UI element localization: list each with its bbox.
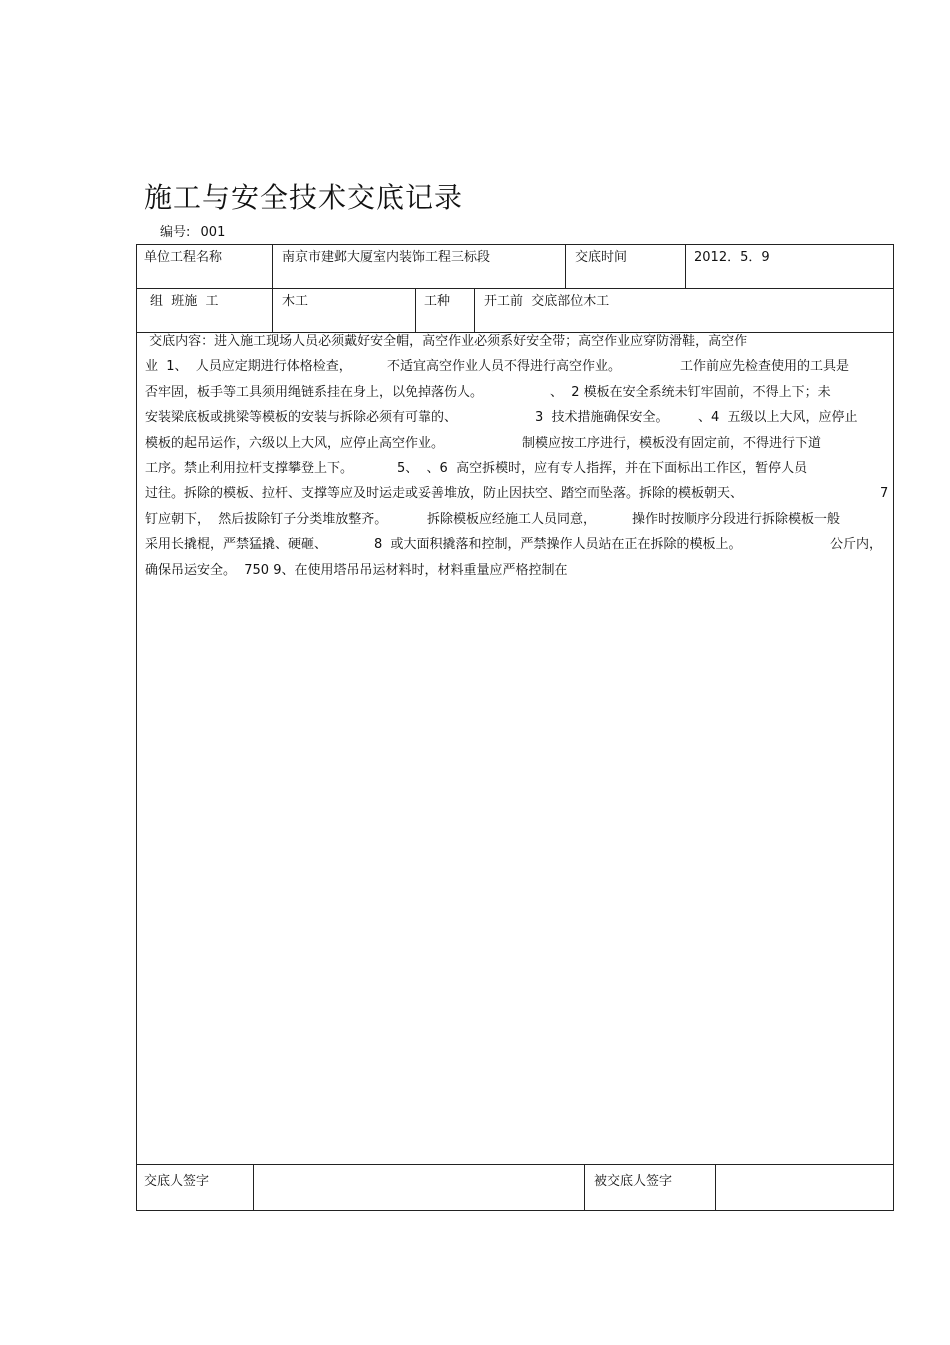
handover-part-value: 开工前 交底部位木工 — [484, 294, 610, 309]
handover-signature-field[interactable] — [254, 1165, 583, 1210]
content-segment: 否牢固，板手等工具须用绳链系挂在身上，以免掉落伤人。 — [145, 384, 484, 400]
content-line — [145, 459, 887, 484]
project-name-label: 单位工程名称 — [144, 250, 223, 265]
column-divider — [415, 288, 416, 332]
content-segment: 采用长撬棍，严禁猛撬、硬砸、 — [145, 537, 328, 553]
content-line — [145, 561, 887, 586]
content-segment: 拆除模板应经施工人员同意， — [427, 511, 597, 527]
content-line — [145, 408, 887, 433]
content-line — [145, 434, 887, 459]
content-segment: 交底内容：进入施工现场人员必须戴好安全帽，高空作业必须系好安全带；高空作业应穿防滑鞋，高空作 — [145, 334, 748, 349]
content-segment: 业 1、 人员应定期进行体格检查， — [145, 359, 352, 375]
content-segment: 、 2 模板在安全系统未钉牢固前，不得上下；未 — [550, 384, 831, 400]
content-segment: 7 — [880, 486, 889, 502]
content-segment: 工序。禁止利用拉杆支撑攀登上下。 — [145, 460, 354, 476]
project-name-value: 南京市建邺大厦室内装饰工程三标段 — [282, 250, 491, 265]
column-divider — [565, 244, 566, 288]
content-segment: 3 技术措施确保安全。 — [535, 410, 669, 426]
handover-signature-label: 交底人签字 — [144, 1174, 210, 1189]
content-segment: 公斤内， — [830, 537, 883, 553]
handover-content — [145, 332, 887, 586]
document-number-label: 编号: — [160, 225, 191, 240]
content-line — [145, 510, 887, 535]
team-value: 木工 — [282, 294, 309, 309]
content-segment: 不适宜高空作业人员不得进行高空作业。 — [387, 359, 622, 375]
column-divider — [272, 244, 273, 288]
content-segment: 5、 、6 高空拆模时，应有专人指挥，并在下面标出工作区，暂停人员 — [397, 460, 808, 476]
column-divider — [584, 1164, 585, 1211]
content-segment: 、4 五级以上大风，应停止 — [698, 410, 858, 426]
content-line — [145, 484, 887, 509]
column-divider — [685, 244, 686, 288]
document-number — [160, 221, 225, 240]
document-number-value: 001 — [200, 225, 226, 240]
trade-label: 工种 — [424, 294, 451, 309]
row-divider — [136, 288, 894, 289]
receiver-signature-label: 被交底人签字 — [594, 1174, 673, 1189]
handover-time-label: 交底时间 — [575, 250, 628, 265]
document-title: 施工与安全技术交底记录 — [144, 181, 464, 214]
content-line — [145, 357, 887, 382]
content-segment: 钉应朝下， 然后拔除钉子分类堆放整齐。 — [145, 511, 388, 527]
content-segment: 制模应按工序进行，模板没有固定前，不得进行下道 — [522, 435, 822, 451]
content-line — [145, 383, 887, 408]
content-segment: 8 或大面积撬落和控制，严禁操作人员站在正在拆除的模板上。 — [374, 537, 742, 553]
content-segment: 确保吊运安全。 750 9、在使用塔吊吊运材料时，材料重量应严格控制在 — [145, 562, 568, 578]
content-segment: 工作前应先检查使用的工具是 — [680, 359, 850, 375]
column-divider — [272, 288, 273, 332]
content-line — [145, 535, 887, 560]
column-divider — [474, 288, 475, 332]
content-segment: 模板的起吊运作，六级以上大风，应停止高空作业。 — [145, 435, 445, 451]
team-label: 组 班施 工 — [150, 294, 219, 309]
handover-time-value: 2012．5．9 — [694, 250, 770, 265]
content-segment: 操作时按顺序分段进行拆除模板一般 — [632, 511, 841, 527]
content-line — [145, 332, 887, 357]
content-segment: 过往。拆除的模板、拉杆、支撑等应及时运走或妥善堆放，防止因扶空、踏空而坠落。拆除的模板朝天、 — [145, 486, 744, 502]
receiver-signature-field[interactable] — [716, 1165, 893, 1210]
content-segment: 安装梁底板或挑梁等模板的安装与拆除必须有可靠的、 — [145, 410, 458, 426]
